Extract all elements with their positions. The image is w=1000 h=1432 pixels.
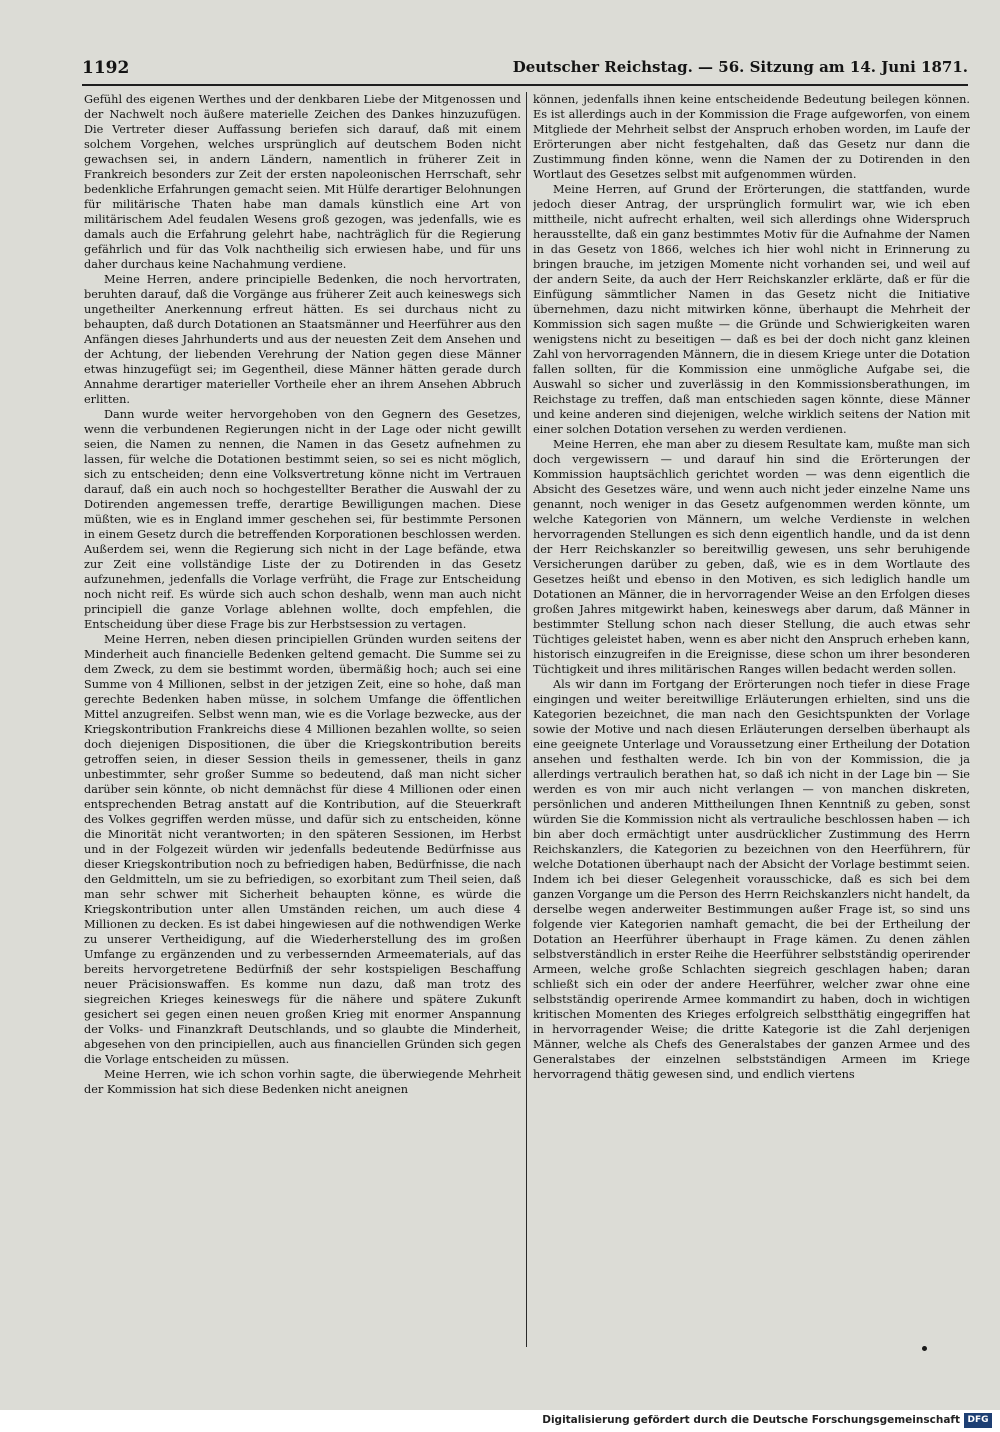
- digitization-credit: Digitalisierung gefördert durch die Deutsche Forschungsgemeinschaft: [542, 1414, 960, 1426]
- ink-dot: [922, 1346, 927, 1351]
- column-divider: [526, 92, 527, 1347]
- paragraph: Meine Herren, ehe man aber zu diesem Resultate kam, mußte man sich doch vergewissern — und darauf hin sind die Erörterungen der Kommission hauptsächlich gerichtet worden — was denn eigentlich die Absicht des Gesetzes wäre, und wenn auch nicht jeder einzelne Name uns genannt, noch weniger in das Gesetz aufgenommen werden könnte, um welche Kategorien von Männern, um welche Verdienste in welchen hervorragenden Stellungen es sich denn eigentlich handle, und da ist denn der Herr Reichskanzler so bereitwillig gewesen, uns sehr beruhigende Versicherungen darüber zu geben, daß, wie es in dem Wortlaute des Gesetzes heißt und ebenso in den Motiven, es sich lediglich handle um Dotationen an Männer, die in hervorragender Weise an den Erfolgen dieses großen Jahres mitgewirkt haben, keineswegs aber darum, daß Männer in bestimmter Stellung schon nach dieser Stellung, die auch etwas sehr Tüchtiges geleistet haben, wenn es aber nicht den Anspruch erheben kann, historisch einzugreifen in die Ereignisse, diese schon um ihrer besonderen Tüchtigkeit und ihres militärischen Ranges willen bedacht werden sollen.: [533, 438, 970, 676]
- paragraph: Als wir dann im Fortgang der Erörterungen noch tiefer in diese Frage eingingen und weiter bereitwillige Erläuterungen erhielten, sind uns die Kategorien bezeichnet, die man nach den Gesichtspunkten der Vorlage sowie der Motive und nach diesen Erläuterungen derselben überhaupt als eine geeignete Unterlage und Voraussetzung einer Ertheilung der Dotation ansehen und festhalten werde. Ich bin von der Kommission, die ja allerdings vertraulich berathen hat, so daß ich nicht in der Lage bin — Sie werden es von mir auch nicht verlangen — von manchen diskreten, persönlichen und anderen Mittheilungen Ihnen Kenntniß zu geben, sonst würden Sie die Kommission nicht als vertrauliche beschlossen haben — ich bin aber doch ermächtigt unter ausdrücklicher Zustimmung des Herrn Reichskanzlers, die Kategorien zu bezeichnen von den Heerführern, für welche Dotationen überhaupt nach der Absicht der Vorlage bestimmt seien. Indem ich bei dieser Gelegenheit vorausschicke, daß es sich bei dem ganzen Vorgange um die Person des Herrn Reichskanzlers nicht handelt, da derselbe wegen anderweiter Bestimmungen außer Frage ist, so sind uns folgende vier Kategorien namhaft gemacht, die bei der Ertheilung der Dotation an Heerführer überhaupt in Frage kämen. Zu denen zählen selbstverständlich in erster Reihe die Heerführer selbstständig operirender Armeen, welche große Schlachten siegreich geschlagen haben; daran schließt sich ein oder der andere Heerführer, welcher zwar ohne eine selbstständig operirende Armee kommandirt zu haben, doch in wichtigen kritischen Momenten des Krieges erfolgreich selbstthätig eingegriffen hat in hervorragender Weise; die dritte Kategorie ist die Zahl derjenigen Männer, welche als Chefs des Generalstabes der ganzen Armee und des Generalstabes der einzelnen selbstständigen Armeen im Kriege hervorragend thätig gewesen sind, und endlich viertens: [533, 678, 970, 1081]
- page-header: [82, 58, 968, 84]
- paragraph: Meine Herren, wie ich schon vorhin sagte, die überwiegende Mehrheit der Kommission hat sich diese Bedenken nicht aneignen: [84, 1068, 521, 1096]
- paragraph: Meine Herren, andere principielle Bedenken, die noch hervortraten, beruhten darauf, daß die Vorgänge aus früherer Zeit auch keineswegs sich ungetheilter Anerkennung erfreut hätten. Es sei durchaus nicht zu behaupten, daß durch Dotationen an Staatsmänner und Heerführer aus den Anfängen dieses Jahrhunderts und aus der neuesten Zeit dem Ansehen und der Achtung, der liebenden Verehrung der Nation gegen diese Männer etwas hinzugefügt sei; im Gegentheil, diese Männer hätten gerade durch Annahme derartiger materieller Vortheile eher an ihrem Ansehen Abbruch erlitten.: [84, 273, 521, 406]
- paragraph: Gefühl des eigenen Werthes und der denkbaren Liebe der Mitgenossen und der Nachwelt noch äußere materielle Zeichen des Dankes hinzuzufügen. Die Vertreter dieser Auffassung beriefen sich darauf, daß mit einem solchem Vorgehen, welches ursprünglich auf deutschem Boden nicht gewachsen sei, in andern Ländern, namentlich in früherer Zeit in Frankreich besonders zur Zeit der ersten napoleonischen Herrschaft, sehr bedenkliche Erfahrungen gemacht seien. Mit Hülfe derartiger Belohnungen für militärische Thaten habe man damals künstlich eine Art von militärischem Adel feudalen Wesens groß gezogen, was jedenfalls, wie es damals auch die Erfahrung gelehrt habe, nachträglich für die Regierung gefährlich und für das Volk nachtheilig sich erwiesen habe, und für uns daher durchaus keine Nachahmung verdiene.: [84, 93, 521, 271]
- right-column: [533, 92, 970, 1342]
- dfg-logo-icon: DFG: [964, 1413, 992, 1428]
- paragraph: Meine Herren, auf Grund der Erörterungen, die stattfanden, wurde jedoch dieser Antrag, der ursprünglich formulirt war, wie ich eben mittheile, nicht aufrecht erhalten, weil sich allerdings ohne Widerspruch herausstellte, daß ein ganz bestimmtes Motiv für die Aufnahme der Namen in das Gesetz von 1866, welches ich hier wohl nicht in Erinnerung zu bringen brauche, im jetzigen Momente nicht vorhanden sei, und weil auf der andern Seite, da auch der Herr Reichskanzler erklärte, daß er für die Einfügung sämmtlicher Namen in das Gesetz nicht die Initiative übernehmen, dazu nicht mitwirken könne, überhaupt die Mehrheit der Kommission sich sagen mußte — die Gründe und Schwierigkeiten waren wenigstens nicht zu beseitigen — daß es bei der doch nicht ganz kleinen Zahl von hervorragenden Männern, die in diesem Kriege unter die Dotation fallen sollten, für die Kommission eine unmögliche Aufgabe sei, die Auswahl so sicher und zuverlässig in den Kommissionsberathungen, im Reichstage zu treffen, daß man entschieden sagen könnte, diese Männer und keine anderen sind diejenigen, welche wirklich seitens der Nation mit einer solchen Dotation versehen zu werden verdienen.: [533, 183, 970, 436]
- page-number: 1192: [82, 58, 130, 78]
- paragraph: Dann wurde weiter hervorgehoben von den Gegnern des Gesetzes, wenn die verbundenen Regierungen nicht in der Lage oder nicht gewillt seien, die Namen zu nennen, die Namen in das Gesetz aufnehmen zu lassen, für welche die Dotationen bestimmt seien, so sei es nicht möglich, sich zu entscheiden; denn eine Volksvertretung könne nicht im Vertrauen darauf, daß ein auch noch so hochgestellter Berather die Auswahl der zu Dotirenden angemessen treffe, derartige Bewilligungen machen. Diese müßten, wie es in England immer geschehen sei, für bestimmte Personen in einem Gesetz durch die betreffenden Korporationen beschlossen werden. Außerdem sei, wenn die Regierung sich nicht in der Lage befände, etwa zur Zeit eine vollständige Liste der zu Dotirenden in das Gesetz aufzunehmen, jedenfalls die Vorlage verfrüht, die Frage zur Entscheidung noch nicht reif. Es würde sich auch schon deshalb, wenn man auch nicht principiell die ganze Vorlage ablehnen wollte, doch empfehlen, die Entscheidung über diese Frage bis zur Herbstsession zu vertagen.: [84, 408, 521, 631]
- running-title: Deutscher Reichstag. — 56. Sitzung am 14. Juni 1871.: [512, 58, 968, 76]
- paragraph: Meine Herren, neben diesen principiellen Gründen wurden seitens der Minderheit auch financielle Bedenken geltend gemacht. Die Summe sei zu dem Zweck, zu dem sie bestimmt worden, übermäßig hoch; auch sei eine Summe von 4 Millionen, selbst in der jetzigen Zeit, eine so hohe, daß man gerechte Bedenken haben müsse, in solchem Umfange die öffentlichen Mittel anzugreifen. Selbst wenn man, wie es die Vorlage bezwecke, aus der Kriegskontribution Frankreichs diese 4 Millionen bezahlen wollte, so seien doch diejenigen Dispositionen, die über die Kriegskontribution bereits getroffen seien, in dieser Session theils in gemessener, theils in ganz unbestimmter, sehr großer Summe so bedeutend, daß man nicht sicher darüber sein könnte, ob nicht demnächst für diese 4 Millionen oder einen entsprechenden Betrag anstatt auf die Kontribution, auf die Steuerkraft des Volkes gegriffen werden müsse, und dafür sich zu entscheiden, könne die Minorität nicht verantworten; in den späteren Sessionen, im Herbst und in der Folgezeit würden wir jedenfalls bedeutende Bedürfnisse aus dieser Kriegskontribution noch zu befriedigen haben, Bedürfnisse, die nach den Geldmitteln, um sie zu befriedigen, so exorbitant zum Theil seien, daß man sehr schwer mit Sicherheit behaupten könne, es würde die Kriegskontribution unter allen Umständen reichen, um auch diese 4 Millionen zu decken. Es ist dabei hingewiesen auf die nothwendigen Werke zu unserer Vertheidigung, auf die Wiederherstellung des im großen Umfange zu ergänzenden und zu verbessernden Armeematerials, auf das bereits hervorgetretene Bedürfniß der sehr kostspieligen Beschaffung neuer Präcisionswaffen. Es komme nun dazu, daß man trotz des siegreichen Krieges keineswegs für die nähere und spätere Zukunft gesichert sei gegen einen neuen großen Krieg mit enormer Anspannung der Volks- und Finanzkraft Deutschlands, und so glaubte die Minderheit, abgesehen von den principiellen, auch aus financiellen Gründen sich gegen die Vorlage entscheiden zu müssen.: [84, 633, 521, 1066]
- left-column: [84, 92, 521, 1342]
- header-rule: [82, 84, 968, 86]
- paragraph: können, jedenfalls ihnen keine entscheidende Bedeutung beilegen können. Es ist allerdings auch in der Kommission die Frage aufgeworfen, von einem Mitgliede der Mehrheit selbst der Anspruch erhoben worden, im Laufe der Erörterungen aber nicht festgehalten, daß das Gesetz nur dann die Zustimmung finden könne, wenn die Namen der zu Dotirenden in den Wortlaut des Gesetzes selbst mit aufgenommen würden.: [533, 93, 970, 181]
- footer-bar: [0, 1410, 1000, 1432]
